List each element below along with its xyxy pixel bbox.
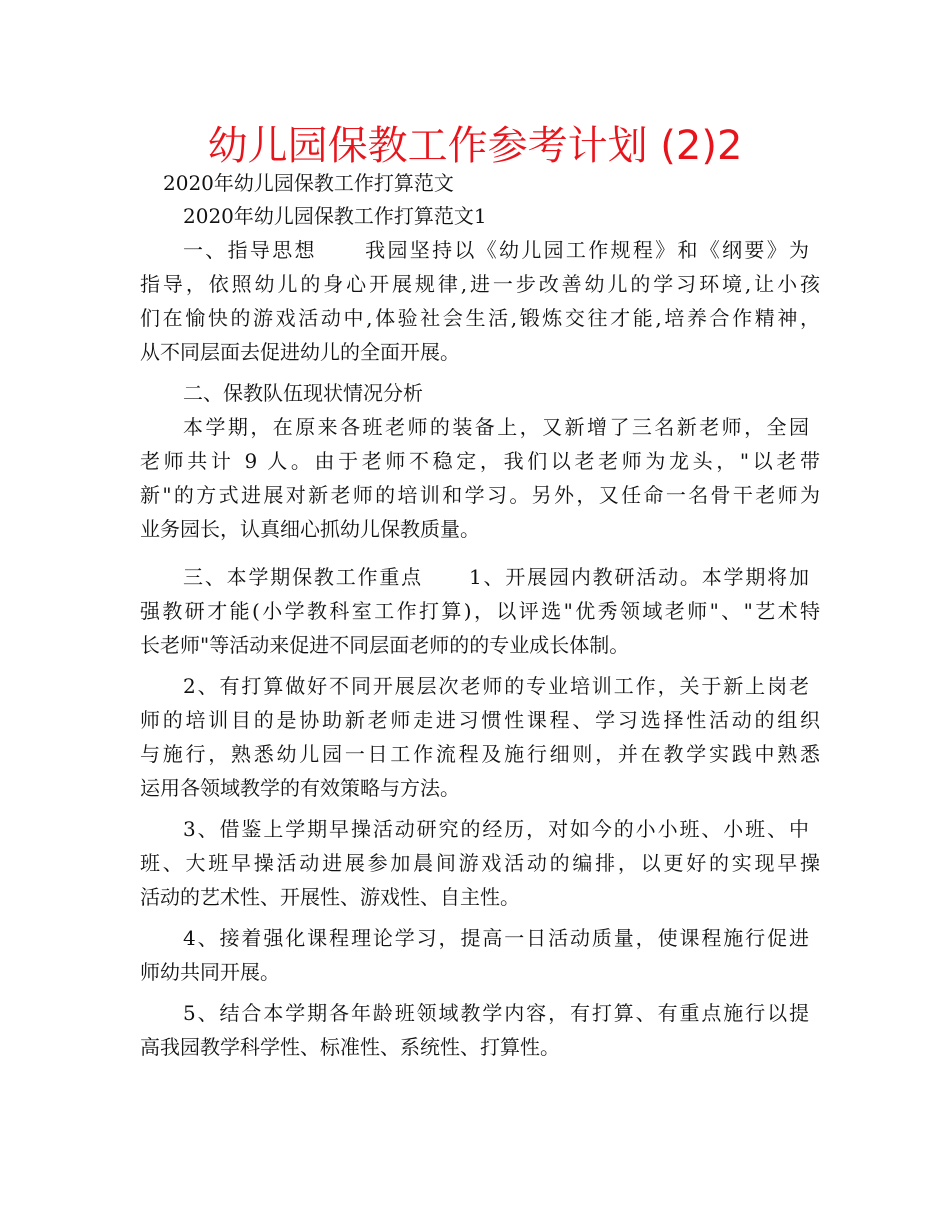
item2-line-2: 与施行，熟悉幼儿园一日工作流程及施行细则，并在教学实践中熟悉 bbox=[140, 742, 820, 766]
section3-first-line bbox=[183, 564, 809, 590]
item3-line-2: 活动的艺术性、开展性、游戏性、自主性。 bbox=[140, 885, 520, 909]
section3-heading: 三、本学期保教工作重点 bbox=[183, 565, 423, 589]
item3-line-0: 3、借鉴上学期早操活动研究的经历，对如今的小小班、小班、中 bbox=[183, 817, 809, 841]
section1-line-0: 我园坚持以《幼儿园工作规程》和《纲要》为 bbox=[362, 238, 809, 262]
section1-first-line bbox=[183, 237, 809, 263]
section1-line-3: 从不同层面去促进幼儿的全面开展。 bbox=[140, 340, 460, 364]
section3-line-2: 长老师"等活动来促进不同层面老师的的专业成长体制。 bbox=[140, 633, 630, 657]
section2-line-2: 新"的方式进展对新老师的培训和学习。另外，又任命一名骨干老师为 bbox=[140, 483, 820, 507]
section2-line-3: 业务园长，认真细心抓幼儿保教质量。 bbox=[140, 517, 480, 541]
document-title: 幼儿园保教工作参考计划 (2)2 bbox=[207, 123, 743, 169]
section2-line-1: 老师共计 9 人。由于老师不稳定，我们以老老师为龙头，"以老带 bbox=[140, 449, 820, 473]
section1-line-1: 指导，依照幼儿的身心开展规律,进一步改善幼儿的学习环境,让小孩 bbox=[140, 272, 820, 296]
section1-line-2: 们在愉快的游戏活动中,体验社会生活,锻炼交往才能,培养合作精神， bbox=[140, 306, 820, 330]
section2-heading: 二、保教队伍现状情况分析 bbox=[183, 381, 423, 405]
section1-heading: 一、指导思想 bbox=[183, 238, 317, 262]
item4-line-1: 师幼共同开展。 bbox=[140, 960, 280, 984]
section3-line-1: 强教研才能(小学教科室工作打算)，以评选"优秀领域老师"、"艺术特 bbox=[140, 599, 820, 623]
item5-line-0: 5、结合本学期各年龄班领域教学内容，有打算、有重点施行以提 bbox=[183, 1001, 809, 1025]
document-subtitle: 2020年幼儿园保教工作打算范文 bbox=[163, 171, 454, 195]
document-subheading: 2020年幼儿园保教工作打算范文1 bbox=[183, 204, 487, 228]
item5-line-1: 高我园教学科学性、标准性、系统性、打算性。 bbox=[140, 1035, 560, 1059]
item2-line-3: 运用各领域教学的有效策略与方法。 bbox=[140, 776, 460, 800]
section2-line-0: 本学期，在原来各班老师的装备上，又新增了三名新老师，全园 bbox=[183, 415, 809, 439]
section3-line-0: 1、开展园内教研活动。本学期将加 bbox=[469, 565, 809, 589]
item2-line-1: 师的培训目的是协助新老师走进习惯性课程、学习选择性活动的组织 bbox=[140, 708, 820, 732]
item3-line-1: 班、大班早操活动进展参加晨间游戏活动的编排，以更好的实现早操 bbox=[140, 851, 820, 875]
item4-line-0: 4、接着强化课程理论学习，提高一日活动质量，使课程施行促进 bbox=[183, 926, 809, 950]
item2-line-0: 2、有打算做好不同开展层次老师的专业培训工作，关于新上岗老 bbox=[183, 674, 809, 698]
